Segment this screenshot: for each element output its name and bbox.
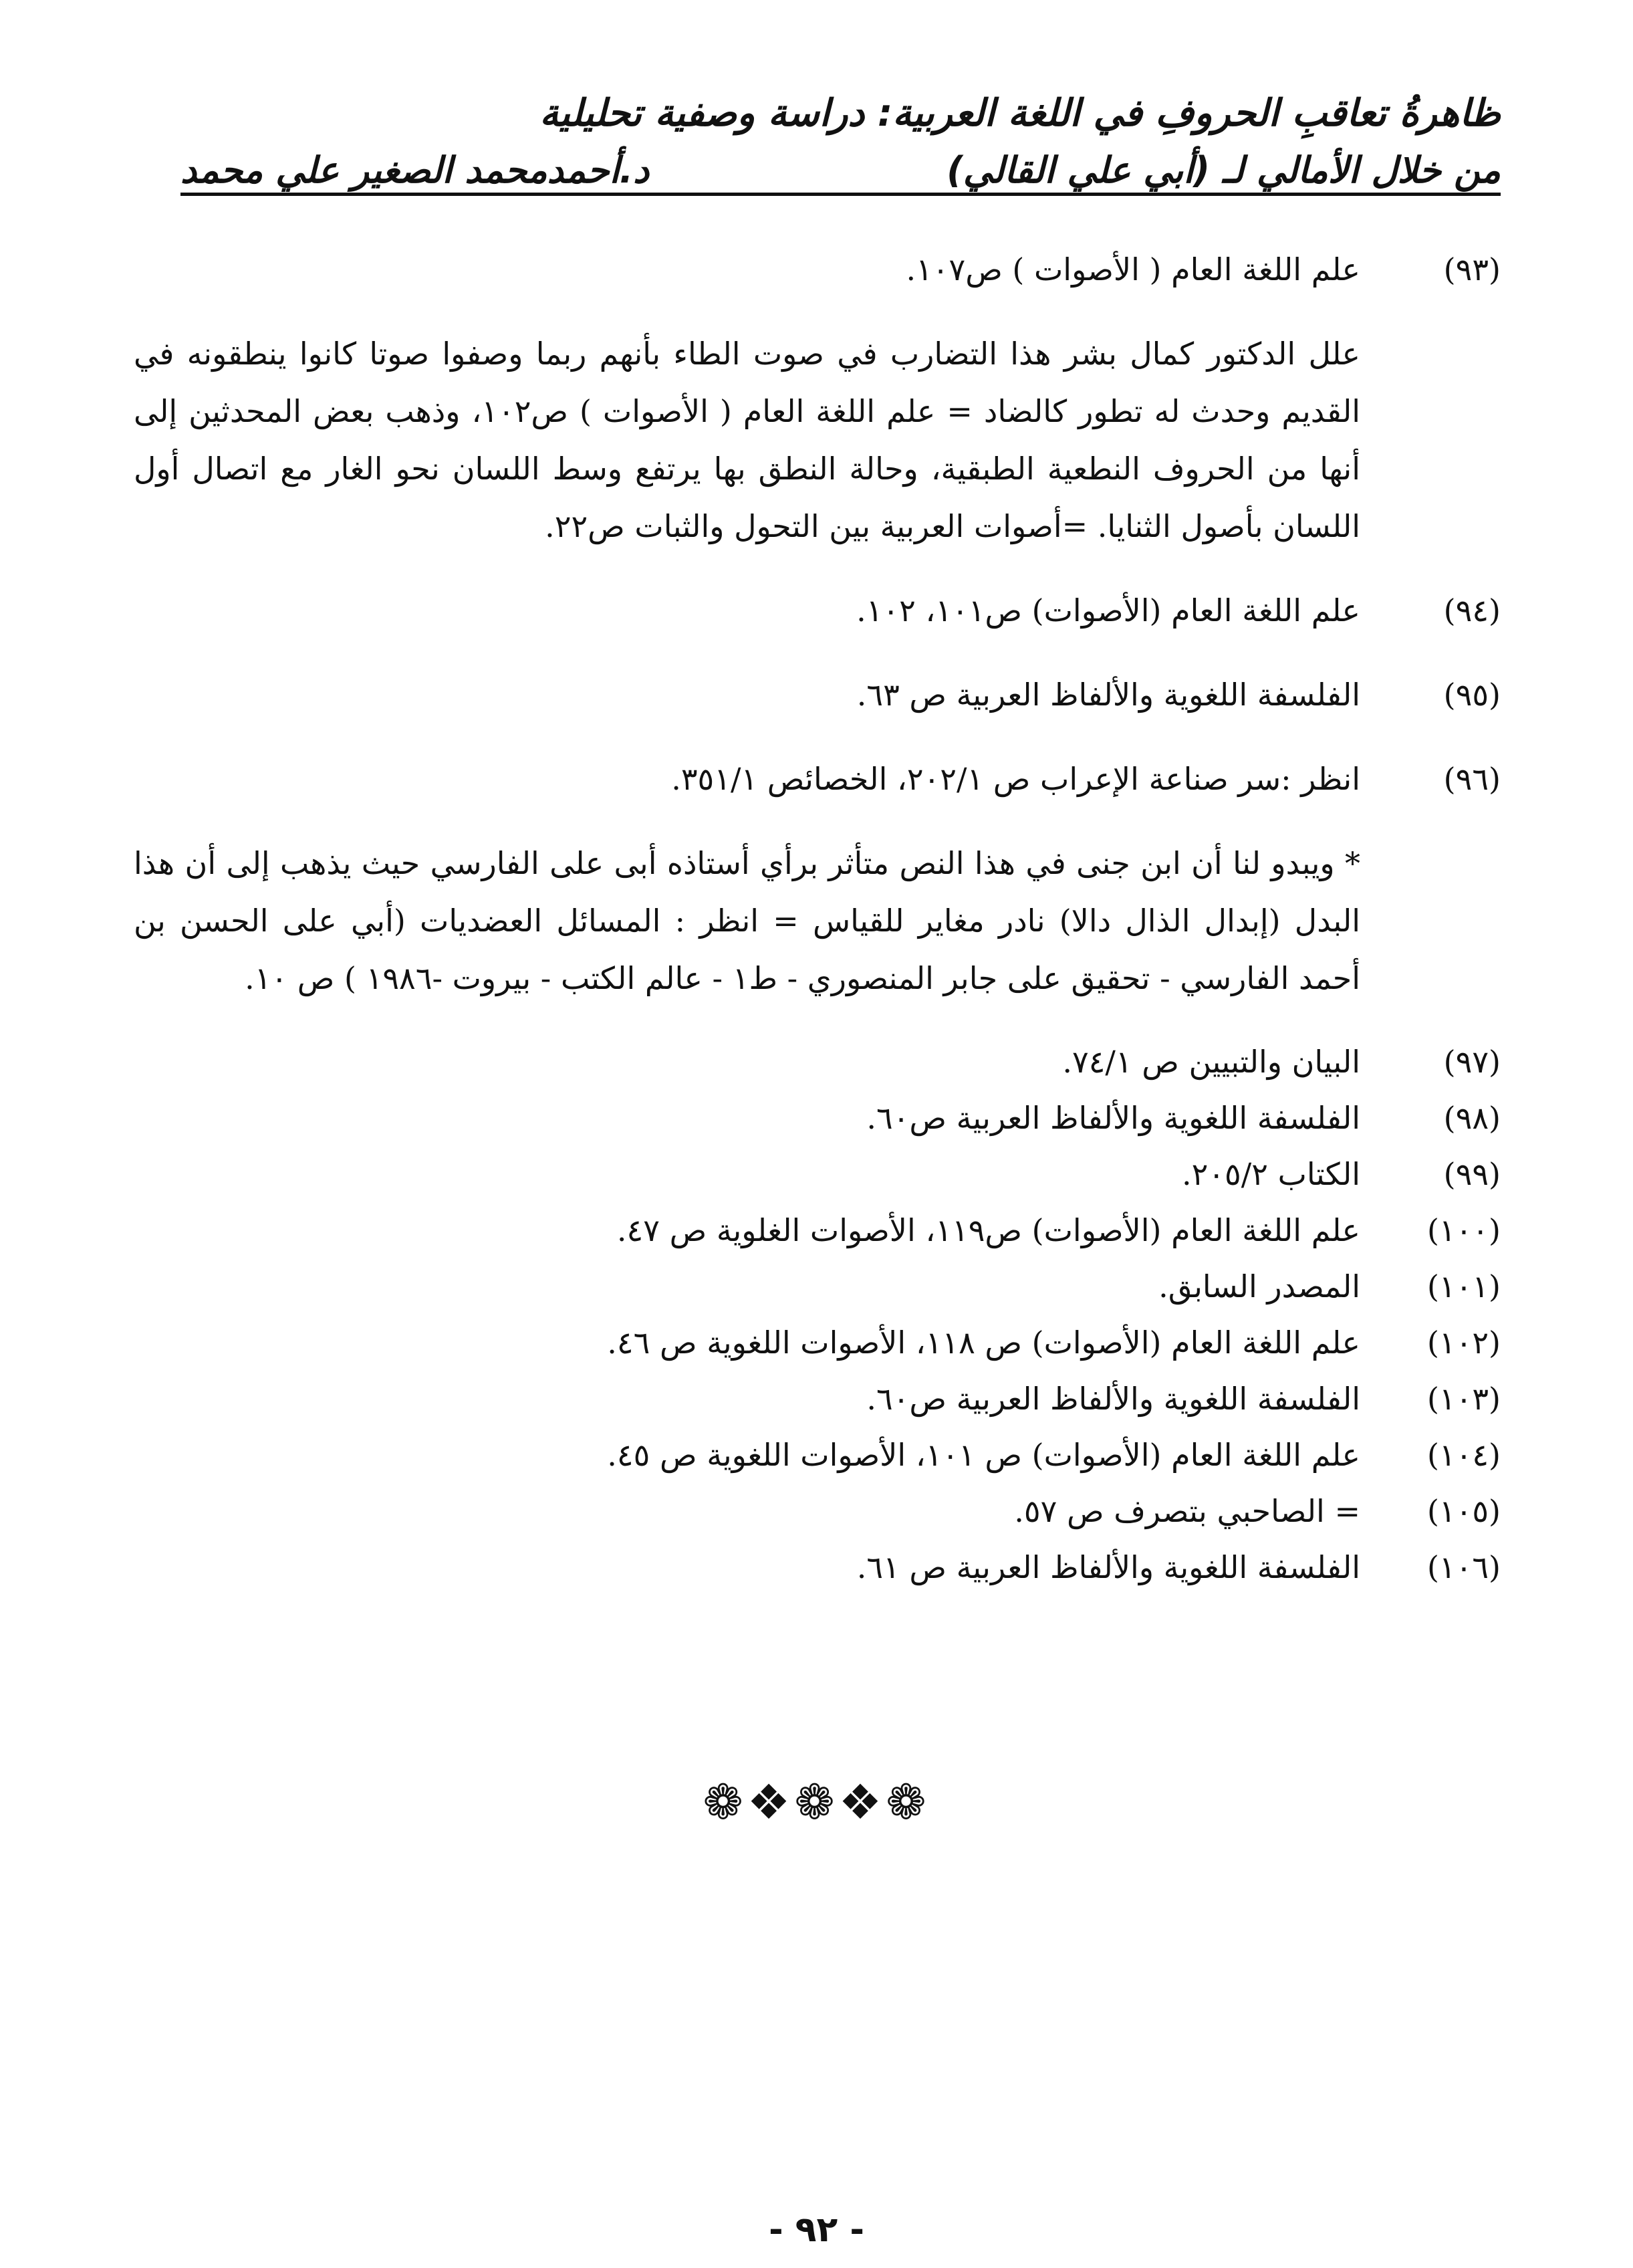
footnote-text: = الصاحبي بتصرف ص ٥٧. <box>1014 1493 1360 1529</box>
footnote-text: علم اللغة العام (الأصوات) ص ١٠١، الأصوات اللغوية ص ٤٥. <box>607 1437 1360 1473</box>
footnote-text: البيان والتبيين ص ٧٤/١. <box>1062 1044 1360 1080</box>
footnote-97 <box>134 1034 1501 1090</box>
running-header <box>180 87 1501 204</box>
footnote-number: (١٠٦) <box>1426 1549 1501 1585</box>
footnote-number: (٩٤) <box>1443 592 1501 629</box>
footnote-102 <box>134 1315 1501 1371</box>
page-number: - ٩٢ - <box>769 2210 864 2250</box>
book-subtitle: من خلال الأمالي لـ (أبي علي القالي) <box>947 149 1501 191</box>
footnote-96 <box>134 750 1501 808</box>
footnote-93 <box>134 241 1501 298</box>
footnote-100 <box>134 1202 1501 1258</box>
footnote-number: (١٠٣) <box>1426 1381 1501 1417</box>
footnote-text: علم اللغة العام ( الأصوات ) ص١٠٧. <box>906 251 1360 288</box>
footnote-number: (١٠٠) <box>1426 1212 1501 1248</box>
footnote-text: انظر :سر صناعة الإعراب ص ٢٠٢/١، الخصائص ٣٥١/١. <box>671 761 1360 797</box>
footnote-text: علم اللغة العام (الأصوات) ص١٠١، ١٠٢. <box>856 592 1360 629</box>
footnote-number: (١٠١) <box>1426 1268 1501 1305</box>
footnote-93-commentary: علل الدكتور كمال بشر هذا التضارب في صوت الطاء بأنهم ربما وصفوا صوتا كانوا ينطقونه في القديم وحدث له تطور كالضاد = علم اللغة العام ( الأصوات ) ص١٠٢، وذهب بعض المحدثين إلى أنها من الحروف النطعية الطبقية، وحالة النطق بها يرتفع وسط اللسان نحو الغار مع اتصال أول اللسان بأصول الثنايا. =أصوات العربية بين التحول والثبات ص٢٢. <box>134 336 1360 544</box>
section-end-ornament: ❁❖❁❖❁ <box>703 1774 930 1830</box>
footnote-number: (٩٨) <box>1443 1100 1501 1136</box>
footnote-text: علم اللغة العام (الأصوات) ص١١٩، الأصوات الغلوية ص ٤٧. <box>616 1212 1360 1248</box>
footnote-text: الفلسفة اللغوية والألفاظ العربية ص٦٠. <box>866 1100 1360 1136</box>
footnote-106 <box>134 1539 1501 1595</box>
footnote-text: الفلسفة اللغوية والألفاظ العربية ص ٦٣. <box>856 677 1360 713</box>
author-name: د.أحمدمحمد الصغير علي محمد <box>180 149 650 191</box>
footnote-text: المصدر السابق. <box>1158 1268 1360 1305</box>
footnote-101 <box>134 1258 1501 1315</box>
book-title: ظاهرةُ تعاقبِ الحروفِ في اللغة العربية: دراسة وصفية تحليلية <box>539 92 1501 135</box>
footnote-95 <box>134 666 1501 723</box>
footnote-104 <box>134 1427 1501 1483</box>
footnote-number: (٩٣) <box>1443 251 1501 288</box>
footnote-number: (١٠٢) <box>1426 1325 1501 1361</box>
footnote-text: الفلسفة اللغوية والألفاظ العربية ص ٦١. <box>856 1549 1360 1585</box>
header-second-line <box>180 144 1501 197</box>
footnote-103 <box>134 1371 1501 1427</box>
footnote-99 <box>134 1146 1501 1202</box>
footnote-98 <box>134 1090 1501 1146</box>
footnote-text: علم اللغة العام (الأصوات) ص ١١٨، الأصوات اللغوية ص ٤٦. <box>607 1325 1360 1361</box>
footnote-text: الفلسفة اللغوية والألفاظ العربية ص٦٠. <box>866 1381 1360 1417</box>
footnote-105 <box>134 1483 1501 1539</box>
footnote-number: (٩٦) <box>1443 761 1501 797</box>
footnote-number: (١٠٥) <box>1426 1493 1501 1529</box>
footnotes-list <box>134 241 1501 1595</box>
footnote-number: (١٠٤) <box>1426 1437 1501 1473</box>
footnote-text: الكتاب ٢٠٥/٢. <box>1182 1156 1360 1192</box>
footnote-number: (٩٧) <box>1443 1044 1501 1080</box>
footnote-number: (٩٩) <box>1443 1156 1501 1192</box>
footnote-96-commentary: * ويبدو لنا أن ابن جنى في هذا النص متأثر برأي أستاذه أبى على الفارسي حيث يذهب إلى أن هذا البدل (إبدال الذال دالا) نادر مغاير للقياس = انظر : المسائل العضديات (أبي على الحسن بن أحمد الفارسي - تحقيق على جابر المنصوري - ط١ - عالم الكتب - بيروت -١٩٨٦ ) ص ١٠. <box>134 845 1360 996</box>
footnote-94 <box>134 582 1501 639</box>
header-divider <box>180 193 1501 196</box>
footnote-number: (٩٥) <box>1443 677 1501 713</box>
